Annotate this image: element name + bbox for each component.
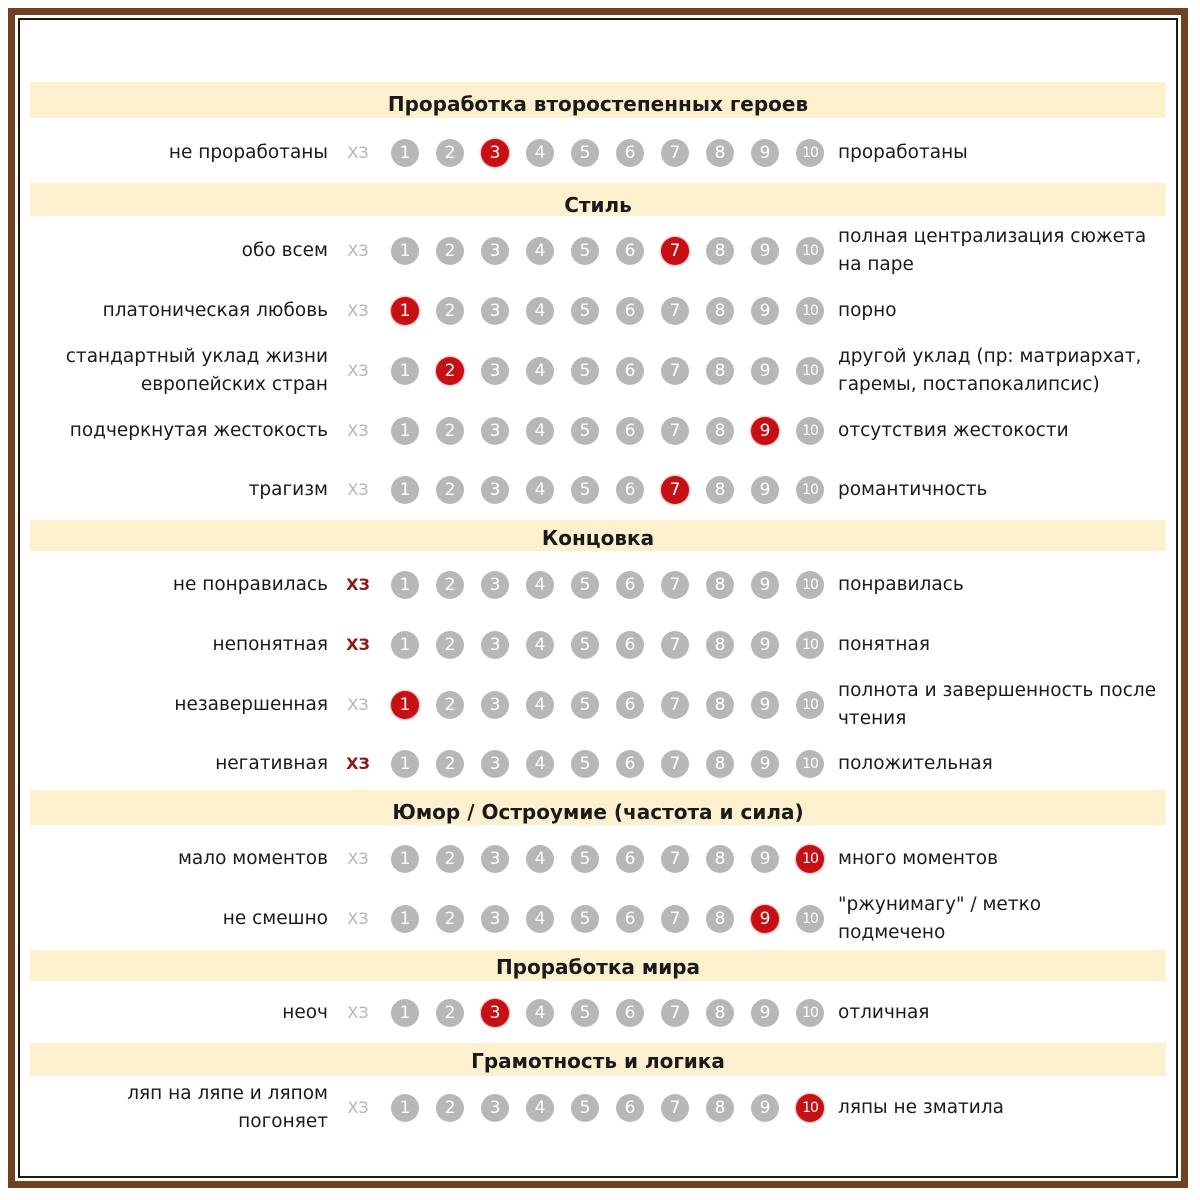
dont-know-option[interactable]: ХЗ: [347, 301, 369, 320]
dont-know-option[interactable]: ХЗ: [347, 143, 369, 162]
rating-dot[interactable]: 3: [481, 750, 509, 778]
rating-dot[interactable]: 10: [796, 139, 824, 167]
rating-dot[interactable]: 9: [751, 297, 779, 325]
right-pole-label: порно: [838, 300, 897, 321]
rating-dot[interactable]: 2: [436, 1094, 464, 1122]
rating-dot[interactable]: 8: [706, 750, 734, 778]
rating-dot[interactable]: 9: [751, 1094, 779, 1122]
left-pole-label: подчеркнутая жестокость: [69, 420, 328, 441]
rating-dot[interactable]: 2: [436, 237, 464, 265]
left-pole-label: трагизм: [248, 479, 328, 500]
rating-dot[interactable]: 4: [526, 1094, 554, 1122]
dont-know-option[interactable]: ХЗ: [347, 695, 369, 714]
section-title: Концовка: [541, 526, 655, 550]
rating-dot[interactable]: 1: [391, 905, 419, 933]
right-pole-label: понравилась: [838, 574, 964, 595]
rating-dot[interactable]: 2: [436, 845, 464, 873]
rating-dot[interactable]: 6: [616, 845, 644, 873]
rating-dot[interactable]: 1: [391, 417, 419, 445]
rating-dot[interactable]: 6: [616, 417, 644, 445]
right-pole-label: полная централизация сюжета на паре: [838, 226, 1147, 275]
rating-dot[interactable]: 8: [706, 999, 734, 1027]
rating-dot[interactable]: 7: [661, 999, 689, 1027]
section-title: Проработка мира: [495, 955, 701, 979]
rating-dot[interactable]: 9: [751, 139, 779, 167]
rating-dot[interactable]: 4: [526, 297, 554, 325]
rating-dot[interactable]: 10: [796, 631, 824, 659]
rating-dot[interactable]: 2: [436, 750, 464, 778]
rating-dot[interactable]: 6: [616, 297, 644, 325]
rating-dot[interactable]: 4: [526, 139, 554, 167]
rating-dot[interactable]: 7: [661, 139, 689, 167]
rating-dot[interactable]: 8: [706, 417, 734, 445]
left-pole-label: не понравилась: [172, 574, 328, 595]
rating-dot[interactable]: 10: [796, 691, 824, 719]
rating-dot[interactable]: 4: [526, 750, 554, 778]
rating-dot[interactable]: 8: [706, 691, 734, 719]
rating-dot[interactable]: 10: [796, 417, 824, 445]
rating-dot[interactable]: 7: [661, 357, 689, 385]
rating-dot[interactable]: 8: [706, 571, 734, 599]
right-pole-label: много моментов: [838, 848, 998, 869]
rating-dot[interactable]: 1: [391, 476, 419, 504]
rating-dot[interactable]: 10: [796, 905, 824, 933]
rating-dot[interactable]: 1: [391, 750, 419, 778]
rating-dot[interactable]: 8: [706, 1094, 734, 1122]
rating-dot[interactable]: 10: [796, 750, 824, 778]
rating-dot[interactable]: 9: [751, 631, 779, 659]
rating-dot[interactable]: 7: [661, 417, 689, 445]
left-pole-label: платоническая любовь: [102, 300, 328, 321]
rating-dot[interactable]: 3: [481, 237, 509, 265]
dont-know-option[interactable]: ХЗ: [346, 575, 370, 594]
rating-dot[interactable]: 7: [661, 631, 689, 659]
rating-dot[interactable]: 6: [616, 750, 644, 778]
rating-dot[interactable]: 6: [616, 357, 644, 385]
left-pole-label: ляп на ляпе и ляпом погоняет: [127, 1083, 328, 1132]
rating-dot[interactable]: 7: [661, 905, 689, 933]
rating-dot[interactable]: 9: [751, 750, 779, 778]
rating-dot[interactable]: 1: [391, 237, 419, 265]
dont-know-option[interactable]: ХЗ: [347, 849, 369, 868]
rating-dot[interactable]: 5: [571, 905, 599, 933]
rating-dot[interactable]: 9: [751, 357, 779, 385]
rating-dot[interactable]: 4: [526, 905, 554, 933]
rating-dot[interactable]: 8: [706, 631, 734, 659]
rating-dot[interactable]: 3: [481, 905, 509, 933]
rating-dot[interactable]: 10: [796, 476, 824, 504]
rating-dot-selected[interactable]: 7: [661, 476, 689, 504]
rating-dot[interactable]: 5: [571, 357, 599, 385]
rating-dot[interactable]: 10: [796, 357, 824, 385]
rating-dot[interactable]: 3: [481, 571, 509, 599]
dont-know-option[interactable]: ХЗ: [347, 909, 369, 928]
rating-dot[interactable]: 6: [616, 1094, 644, 1122]
dont-know-option[interactable]: ХЗ: [347, 421, 369, 440]
rating-dot[interactable]: 8: [706, 297, 734, 325]
rating-dot[interactable]: 1: [391, 571, 419, 599]
rating-dot[interactable]: 2: [436, 691, 464, 719]
rating-dot[interactable]: 6: [616, 571, 644, 599]
dont-know-option[interactable]: ХЗ: [347, 1098, 369, 1117]
right-pole-label: отсутствия жестокости: [838, 420, 1069, 441]
left-pole-label: обо всем: [241, 240, 328, 261]
section-title: Проработка второстепенных героев: [387, 92, 809, 116]
rating-dot[interactable]: 6: [616, 237, 644, 265]
rating-dot[interactable]: 5: [571, 691, 599, 719]
rating-dot-selected[interactable]: 3: [481, 139, 509, 167]
rating-dot[interactable]: 3: [481, 357, 509, 385]
rating-dot[interactable]: 5: [571, 139, 599, 167]
left-pole-label: неоч: [282, 1002, 328, 1023]
rating-dot[interactable]: 2: [436, 297, 464, 325]
right-pole-label: проработаны: [838, 142, 968, 163]
rating-dot[interactable]: 2: [436, 631, 464, 659]
rating-dot[interactable]: 5: [571, 417, 599, 445]
rating-dot[interactable]: 4: [526, 691, 554, 719]
left-pole-label: мало моментов: [177, 848, 328, 869]
rating-dot[interactable]: 3: [481, 845, 509, 873]
right-pole-label: понятная: [838, 634, 930, 655]
rating-dot[interactable]: 2: [436, 571, 464, 599]
rating-dot[interactable]: 7: [661, 691, 689, 719]
dont-know-option[interactable]: ХЗ: [347, 241, 369, 260]
rating-dot[interactable]: 7: [661, 297, 689, 325]
rating-dot[interactable]: 5: [571, 237, 599, 265]
rating-dot[interactable]: 9: [751, 691, 779, 719]
section-title: Грамотность и логика: [471, 1049, 725, 1073]
dont-know-option[interactable]: ХЗ: [347, 361, 369, 380]
rating-dot-selected[interactable]: 9: [751, 905, 779, 933]
rating-dot[interactable]: 1: [391, 845, 419, 873]
rating-dot[interactable]: 4: [526, 476, 554, 504]
rating-dot[interactable]: 5: [571, 631, 599, 659]
rating-dot[interactable]: 6: [616, 999, 644, 1027]
rating-dot[interactable]: 5: [571, 1094, 599, 1122]
rating-dot[interactable]: 2: [436, 139, 464, 167]
rating-dot[interactable]: 3: [481, 631, 509, 659]
rating-dot[interactable]: 3: [481, 417, 509, 445]
rating-dot[interactable]: 7: [661, 750, 689, 778]
rating-dot[interactable]: 1: [391, 1094, 419, 1122]
rating-dot[interactable]: 9: [751, 237, 779, 265]
left-pole-label: негативная: [215, 753, 328, 774]
right-pole-label: отличная: [838, 1002, 930, 1023]
left-pole-label: незавершенная: [174, 694, 328, 715]
rating-dot[interactable]: 8: [706, 905, 734, 933]
dont-know-option[interactable]: ХЗ: [346, 754, 370, 773]
left-pole-label: стандартный уклад жизни европейских стран: [65, 346, 328, 395]
rating-dot[interactable]: 4: [526, 571, 554, 599]
rating-dot-selected[interactable]: 10: [796, 845, 824, 873]
right-pole-label: положительная: [838, 753, 993, 774]
rating-dot[interactable]: 3: [481, 1094, 509, 1122]
rating-dot[interactable]: 2: [436, 999, 464, 1027]
rating-dot[interactable]: 6: [616, 905, 644, 933]
rating-dot[interactable]: 5: [571, 999, 599, 1027]
rating-dot[interactable]: 6: [616, 476, 644, 504]
rating-dot[interactable]: 4: [526, 999, 554, 1027]
rating-dot-selected[interactable]: 1: [391, 297, 419, 325]
rating-dot[interactable]: 3: [481, 476, 509, 504]
left-pole-label: не проработаны: [168, 142, 328, 163]
rating-dot-selected[interactable]: 3: [481, 999, 509, 1027]
section-title: Стиль: [564, 193, 632, 217]
rating-dot[interactable]: 7: [661, 845, 689, 873]
rating-dot[interactable]: 8: [706, 357, 734, 385]
rating-dot[interactable]: 9: [751, 571, 779, 599]
rating-dot-selected[interactable]: 9: [751, 417, 779, 445]
rating-dot[interactable]: 7: [661, 571, 689, 599]
dont-know-option[interactable]: ХЗ: [347, 1003, 369, 1022]
rating-dot[interactable]: 6: [616, 631, 644, 659]
section-title: Юмор / Остроумие (частота и сила): [392, 800, 804, 824]
rating-dot[interactable]: 8: [706, 139, 734, 167]
left-pole-label: непонятная: [212, 634, 328, 655]
rating-dot[interactable]: 5: [571, 297, 599, 325]
rating-dot[interactable]: 10: [796, 297, 824, 325]
rating-dot[interactable]: 10: [796, 237, 824, 265]
rating-dot[interactable]: 4: [526, 417, 554, 445]
rating-dot-selected[interactable]: 10: [796, 1094, 824, 1122]
rating-dot[interactable]: 5: [571, 845, 599, 873]
rating-dot[interactable]: 4: [526, 631, 554, 659]
rating-dot[interactable]: 8: [706, 845, 734, 873]
rating-dot-selected[interactable]: 1: [391, 691, 419, 719]
rating-dot[interactable]: 3: [481, 297, 509, 325]
rating-dot[interactable]: 10: [796, 999, 824, 1027]
rating-dot[interactable]: 10: [796, 571, 824, 599]
rating-dot[interactable]: 7: [661, 1094, 689, 1122]
rating-dot-selected[interactable]: 7: [661, 237, 689, 265]
rating-dot[interactable]: 9: [751, 845, 779, 873]
rating-dot[interactable]: 4: [526, 237, 554, 265]
dont-know-option[interactable]: ХЗ: [346, 635, 370, 654]
rating-dot[interactable]: 1: [391, 357, 419, 385]
right-pole-label: полнота и завершенность после чтения: [838, 680, 1157, 729]
rating-dot[interactable]: 4: [526, 845, 554, 873]
rating-dot[interactable]: 5: [571, 476, 599, 504]
rating-dot[interactable]: 2: [436, 417, 464, 445]
rating-dot[interactable]: 3: [481, 691, 509, 719]
rating-dot[interactable]: 8: [706, 476, 734, 504]
rating-dot[interactable]: 2: [436, 905, 464, 933]
rating-dot[interactable]: 2: [436, 476, 464, 504]
rating-dot[interactable]: 6: [616, 139, 644, 167]
right-pole-label: романтичность: [838, 479, 988, 500]
rating-dot[interactable]: 9: [751, 999, 779, 1027]
dont-know-option[interactable]: ХЗ: [347, 480, 369, 499]
rating-dot-selected[interactable]: 2: [436, 357, 464, 385]
left-pole-label: не смешно: [222, 908, 328, 929]
rating-dot[interactable]: 1: [391, 139, 419, 167]
rating-dot[interactable]: 8: [706, 237, 734, 265]
rating-dot[interactable]: 4: [526, 357, 554, 385]
rating-dot[interactable]: 5: [571, 750, 599, 778]
rating-dot[interactable]: 5: [571, 571, 599, 599]
right-pole-label: другой уклад (пр: матриархат, гаремы, постапокалипсис): [838, 346, 1142, 395]
rating-dot[interactable]: 9: [751, 476, 779, 504]
rating-dot[interactable]: 1: [391, 999, 419, 1027]
rating-dot[interactable]: 6: [616, 691, 644, 719]
right-pole-label: "ржунимагу" / метко подмечено: [838, 894, 1042, 943]
rating-dot[interactable]: 1: [391, 631, 419, 659]
right-pole-label: ляпы не зматила: [838, 1097, 1004, 1118]
